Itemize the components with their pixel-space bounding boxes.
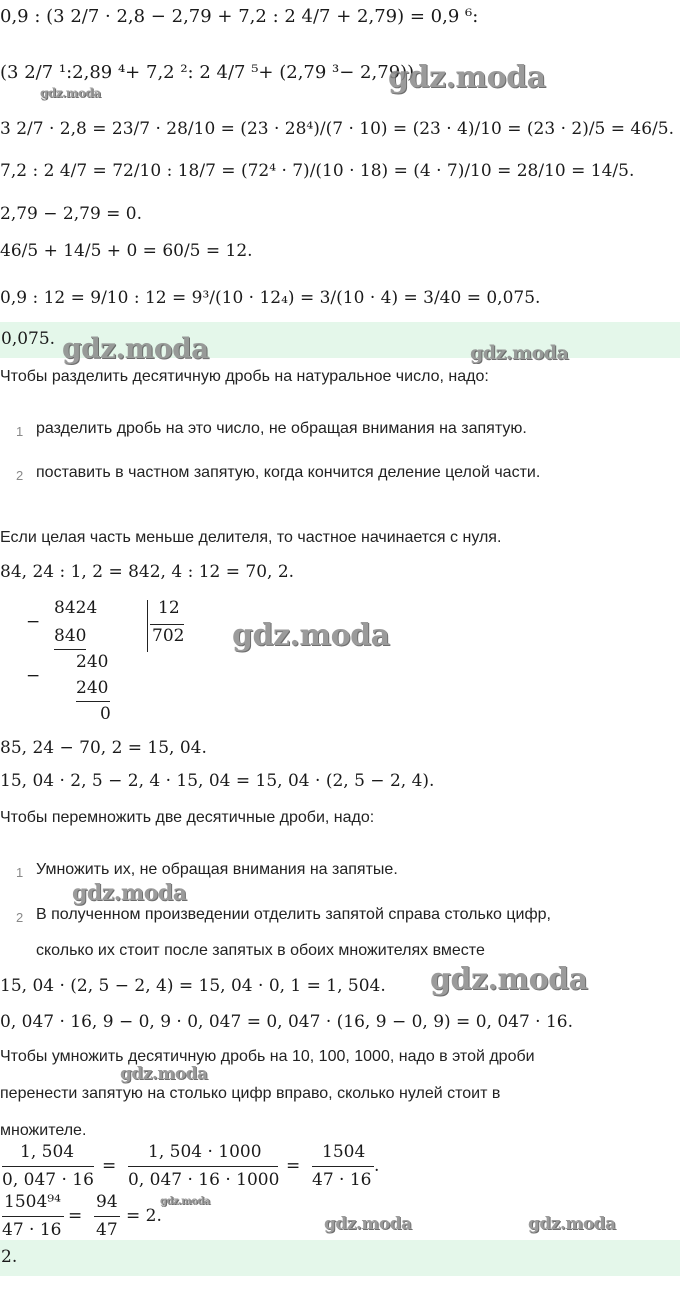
- rule3-line-1: Чтобы умножить десятичную дробь на 10, 100, 1000, надо в этой дроби: [0, 1048, 535, 1065]
- rule1-note: Если целая часть меньше делителя, то частное начинается с нуля.: [0, 529, 502, 546]
- division-bar-vertical: [147, 600, 148, 652]
- frac5-num: 94: [96, 1192, 118, 1212]
- equals-2: =: [286, 1156, 301, 1176]
- final-result: = 2.: [126, 1206, 162, 1226]
- watermark: gdz.moda: [470, 342, 569, 364]
- frac3-den: 47 · 16: [312, 1170, 372, 1190]
- eq-division: 84, 24 : 1, 2 = 842, 4 : 12 = 70, 2.: [0, 562, 295, 582]
- answer-band-2: [0, 1240, 680, 1276]
- watermark: gdz.moda: [160, 1196, 210, 1207]
- answer-1: 0,075.: [1, 329, 56, 349]
- math-line-2: (3 2/7 ¹:2,89 ⁴+ 7,2 ²: 2 4/7 ⁵+ (2,79 ³− 2,79)): [0, 62, 415, 83]
- rule2-item-1-num: 1: [16, 865, 24, 880]
- watermark: gdz.moda: [40, 86, 101, 100]
- rule2-item-1: Умножить их, не обращая внимания на запятые.: [36, 861, 398, 878]
- rule1-item-2-num: 2: [16, 468, 24, 483]
- watermark: gdz.moda: [528, 1214, 616, 1234]
- frac5-den: 47: [96, 1220, 118, 1240]
- rule2-item-2-num: 2: [16, 910, 24, 925]
- period: .: [374, 1156, 380, 1176]
- eq-factor-2: 0, 047 · 16, 9 − 0, 9 · 0, 047 = 0, 047 · (16, 9 − 0, 9) = 0, 047 · 16.: [0, 1012, 574, 1032]
- frac2-num: 1, 504 · 1000: [148, 1142, 262, 1162]
- equals-3: =: [68, 1206, 83, 1226]
- rule2-intro: Чтобы перемножить две десятичные дроби, надо:: [0, 809, 375, 826]
- rule3-line-2: перенести запятую на столько цифр вправо, сколько нулей стоит в: [0, 1085, 501, 1102]
- math-line-3: 3 2/7 · 2,8 = 23/7 · 28/10 = (23 · 28⁴)/(7 · 10) = (23 · 4)/10 = (23 · 2)/5 = 46/5.: [0, 119, 674, 139]
- watermark: gdz.moda: [430, 962, 588, 997]
- minus-1: −: [26, 612, 41, 632]
- rule2-item-2: В полученном произведении отделить запятой справа столько цифр,: [36, 906, 551, 923]
- watermark: gdz.moda: [62, 332, 209, 365]
- math-line-1: 0,9 : (3 2/7 · 2,8 − 2,79 + 7,2 : 2 4/7 + 2,79) = 0,9 ⁶:: [0, 6, 479, 27]
- frac4-num: 1504⁹⁴: [4, 1192, 61, 1212]
- watermark: gdz.moda: [324, 1214, 412, 1234]
- quotient: 702: [152, 626, 185, 646]
- rule1-item-2: поставить в частном запятую, когда кончится деление целой части.: [36, 464, 541, 481]
- frac1-num: 1, 504: [20, 1142, 75, 1162]
- eq-subtraction: 85, 24 − 70, 2 = 15, 04.: [0, 738, 207, 758]
- frac2-bar: [128, 1166, 278, 1167]
- math-line-6: 46/5 + 14/5 + 0 = 60/5 = 12.: [0, 241, 253, 261]
- division-bar-horizontal: [150, 624, 184, 625]
- remainder-final: 0: [100, 704, 111, 724]
- math-line-5: 2,79 − 2,79 = 0.: [0, 204, 143, 224]
- watermark: gdz.moda: [388, 60, 546, 95]
- frac4-den: 47 · 16: [2, 1220, 62, 1240]
- remainder-1: 240: [76, 652, 109, 672]
- underline-1: [54, 649, 86, 650]
- frac1-den: 0, 047 · 16: [2, 1170, 94, 1190]
- frac3-num: 1504: [322, 1142, 366, 1162]
- frac4-bar: [2, 1216, 64, 1217]
- math-line-7: 0,9 : 12 = 9/10 : 12 = 9³/(10 · 12₄) = 3/(10 · 4) = 3/40 = 0,075.: [0, 288, 541, 308]
- math-line-4: 7,2 : 2 4/7 = 72/10 : 18/7 = (72⁴ · 7)/(10 · 18) = (4 · 7)/10 = 28/10 = 14/5.: [0, 161, 635, 181]
- underline-2: [76, 701, 110, 702]
- frac5-bar: [94, 1216, 120, 1217]
- subtrahend-1: 840: [54, 626, 87, 646]
- divisor: 12: [158, 598, 180, 618]
- watermark: gdz.moda: [72, 880, 187, 906]
- equals-1: =: [102, 1156, 117, 1176]
- watermark: gdz.moda: [232, 618, 390, 653]
- dividend: 8424: [54, 598, 98, 618]
- frac2-den: 0, 047 · 16 · 1000: [128, 1170, 280, 1190]
- minus-2: −: [26, 666, 41, 686]
- eq-factor: 15, 04 · 2, 5 − 2, 4 · 15, 04 = 15, 04 · (2, 5 − 2, 4).: [0, 771, 435, 791]
- rule1-intro: Чтобы разделить десятичную дробь на натуральное число, надо:: [0, 368, 489, 385]
- answer-2: 2.: [1, 1247, 18, 1267]
- frac3-bar: [312, 1166, 374, 1167]
- rule1-item-1-num: 1: [16, 424, 24, 439]
- eq-multiply: 15, 04 · (2, 5 − 2, 4) = 15, 04 · 0, 1 = 1, 504.: [0, 976, 386, 996]
- frac1-bar: [2, 1166, 94, 1167]
- subtrahend-2: 240: [76, 678, 109, 698]
- rule2-continuation: сколько их стоит после запятых в обоих множителях вместе: [36, 942, 485, 959]
- watermark: gdz.moda: [120, 1064, 208, 1084]
- rule3-line-3: множителе.: [0, 1122, 87, 1139]
- rule1-item-1: разделить дробь на это число, не обращая внимания на запятую.: [36, 420, 527, 437]
